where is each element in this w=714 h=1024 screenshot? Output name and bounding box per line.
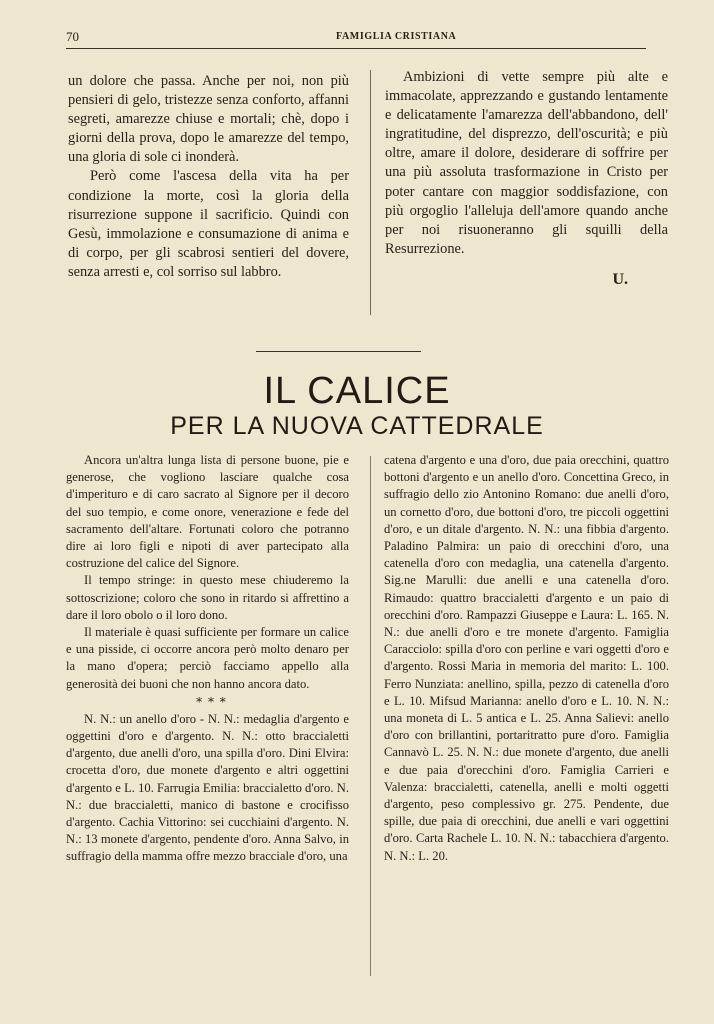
- author-signature: U.: [612, 270, 628, 288]
- page-number: 70: [66, 29, 79, 44]
- intro-paragraph-1: Ancora un'altra lunga lista di persone buone, pie e generose, che vogliono lasciare qualche cosa d'imperituro e di caro sacrato al Signore per il decoro del suo tempio, e come onore, venerazione e fede del sacramento dell'altare. Fortunati coloro che potranno dire ai loro figli e nipoti di aver partecipato alla costruzione del calice del Signore.: [66, 453, 349, 571]
- article-title: IL CALICE: [263, 370, 451, 412]
- running-title: FAMIGLIA CRISTIANA: [336, 31, 457, 42]
- top-left-column: [68, 72, 349, 282]
- bottom-left-column: [66, 452, 349, 866]
- donor-list-part-2: catena d'argento e una d'oro, due paia orecchini, quattro bottoni d'argento e un anello d'oro. Concettina Greco, in suffragio dello zio Antonino Romano: due anelli d'oro, un cornetto d'oro, due bottoni d'oro, tre piccoli oggettini d'oro, e un ditale d'argento. N. N.: una fibbia d'argento. Paladino Palmira: un paio di orecchini d'oro, una catenella d'oro con medaglia, una catenella d'argento. Sig.ne Marulli: due anelli e una catenella d'oro. Rimaudo: quattro braccialetti d'argento e un paio di orecchini d'oro. Rampazzi Giuseppe e Laura: L. 165. N. N.: due anelli d'oro e tre monete d'argento. Famiglia Caracciolo: spilla d'oro con perline e vari oggetti d'oro e d'argento. Rossi Maria in memoria del marito: L. 100. Ferro Nunziata: anellino, spilla, pezzo di catenella d'oro e L. 10. Mifsud Marianna: anello d'oro e L. 10. N. N.: una moneta di L. 5 antica e L. 25. Anna Salievi: anello d'oro con brillantini, portaritratto pure d'oro. Famiglia Cannavò L. 25. N. N.: due monete d'argento, due anelli e due paia d'orecchini d'oro. Famiglia Carrieri e Valenza: braccialetti, catenella, anelli e molti oggetti d'argento, peso complessivo gr. 275. Pendente, due spille, due paia di orecchini, due anelli e vari oggettini d'oro. Carta Rachele L. 10. N. N.: tabacchiera d'argento. N. N.: L. 20.: [384, 453, 669, 863]
- top-left-paragraph-2: Però come l'ascesa della vita ha per condizione la morte, così la gloria della risurrezione suppone il sacrificio. Quindi con Gesù, immolazione e consumazione di anima e di corpo, per gli scabrosi sentieri del dovere, senza arresti e, col sorriso sul labbro.: [68, 168, 349, 280]
- page-header: [66, 28, 646, 49]
- article-subtitle: PER LA NUOVA CATTEDRALE: [170, 412, 544, 440]
- bottom-right-column: [384, 452, 669, 865]
- donor-list-part-1: N. N.: un anello d'oro - N. N.: medaglia d'argento e oggettini d'oro e d'argento. N. N.: otto braccialetti d'argento, due anelli d'oro, una spilla d'oro. Dini Elvira: crocetta d'oro, due monete d'argento e altri oggettini d'argento e L. 10. Farrugia Emilia: braccialetto d'oro. N. N.: due braccialetti, manico di bastone e crocifisso d'argento. Cachia Vittorino: sei cucchiaini d'argento. N. N.: 13 monete d'argento, pendente d'oro. Anna Salvo, in suffragio della mamma offre mezzo bracciale d'oro, una: [66, 711, 349, 864]
- top-right-column: [385, 68, 668, 289]
- top-right-paragraph: Ambizioni di vette sempre più alte e immacolate, apprezzando e gustando lentamente e delicatamente l'amarezza dell'abbandono, dell' ingratitudine, del disprezzo, dell'oscurità; e più oltre, amare il dolore, desiderare di soffrire per una più assoluta trasformazione in Cristo per poter cantare con maggior soddisfazione, con più orgoglio l'alleluja dell'amore quando anche per noi risuoneranno gli squilli della Resurrezione.: [385, 69, 668, 257]
- intro-paragraph-2: Il tempo stringe: in questo mese chiuderemo la sottoscrizione; coloro che sono in ritardo si affrettino a dare il loro obolo o il loro dono.: [66, 573, 349, 622]
- column-divider-top: [370, 70, 371, 315]
- column-divider-bottom: [370, 456, 371, 976]
- section-separator: [256, 351, 421, 352]
- top-left-paragraph-1: un dolore che passa. Anche per noi, non più pensieri di gelo, tristezze senza conforto, affanni segreti, amarezze chiuse e mortali; chè, dopo i giorni della prova, dopo le amarezze del tempo, una gloria di sole ci inonderà.: [68, 73, 349, 166]
- asterism: * * *: [196, 694, 227, 709]
- intro-paragraph-3: Il materiale è quasi sufficiente per formare un calice e una pisside, ci occorre ancora però molto denaro per la mano d'opera; perciò facciamo appello alla generosità dei buoni che non hanno ancora dato.: [66, 625, 349, 691]
